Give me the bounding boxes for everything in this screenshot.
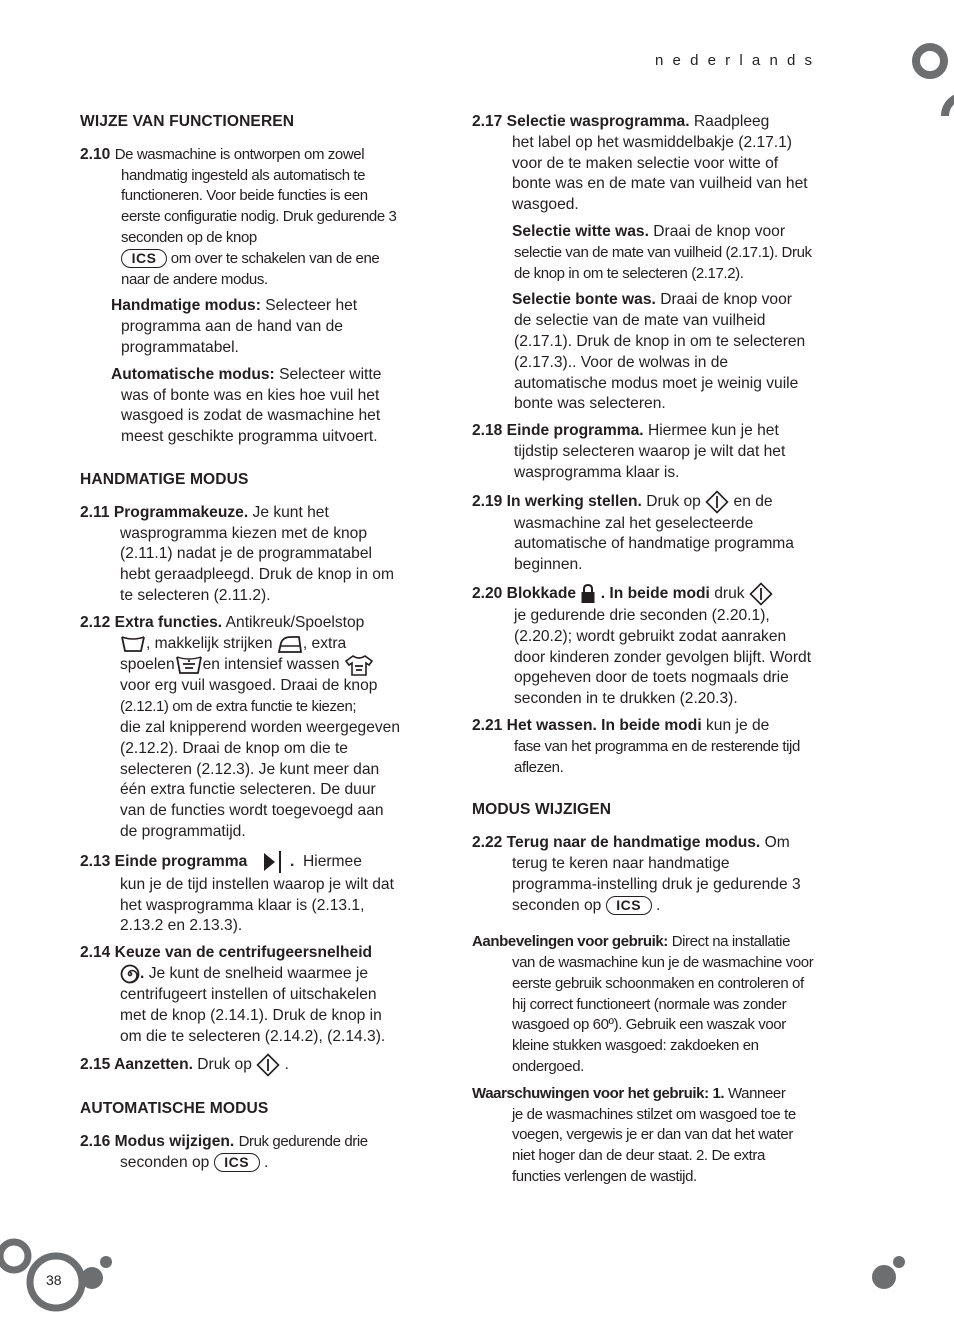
start-icon bbox=[256, 1053, 280, 1077]
section-heading: MODUS WIJZIGEN bbox=[472, 801, 612, 819]
extra-rinse-icon bbox=[175, 655, 203, 675]
item-2-13: 2.13 Einde programma . Hiermee kun je de tijd instellen waarop je wilt dat het wasprogramma klaar is (2.13.1, 2.13.2 en 2.13.3). bbox=[80, 849, 402, 937]
ics-button-icon: ICS bbox=[121, 249, 167, 268]
ics-button-icon: ICS bbox=[606, 896, 652, 915]
item-2-19: 2.19 In werking stellen. Druk op en de wasmachine zal het geselecteerde automatische of handmatige programma beginnen. bbox=[472, 490, 817, 576]
easy-iron-icon bbox=[277, 634, 303, 654]
antikreuk-icon bbox=[120, 635, 146, 653]
decor-top-right bbox=[905, 36, 954, 116]
item-2-15: 2.15 Aanzetten. Druk op . bbox=[80, 1053, 402, 1077]
page-number: 38 bbox=[46, 1272, 62, 1288]
language-header: nederlands bbox=[655, 52, 822, 69]
item-2-18: 2.18 Einde programma. Hiermee kun je het tijdstip selecteren waarop je wilt dat het wasprogramma klaar is. bbox=[472, 422, 786, 481]
start-icon bbox=[705, 490, 729, 514]
ics-button-icon: ICS bbox=[214, 1153, 260, 1172]
decor-bottom-right bbox=[868, 1252, 908, 1292]
manual-mode-para: Handmatige modus: Selecteer het programma aan de hand van de programmatabel. bbox=[111, 297, 358, 356]
item-2-22: 2.22 Terug naar de handmatige modus. Om terug te keren naar handmatige programma-instelling druk je gedurende 3 seconden op ICS . bbox=[472, 834, 801, 914]
item-2-12: 2.12 Extra functies. Antikreuk/Spoelstop , makkelijk strijken , extra spoelen en intensief wassen voor erg vuil wasgoed. Draai de knop (2.12.1) om de extra functie te kiezen; die zal knipperend worden weergegeven (2.12.2). Draai de knop om die te selecteren (2.12.3). Je kunt meer dan één extra functie selecteren. De duur van de functies wordt toegevoegd aan de programmatijd. bbox=[80, 613, 401, 841]
item-2-20: 2.20 Blokkade . In beide modi druk je gedurende drie seconden (2.20.1), (2.20.2); wordt gebruikt zodat aanraken door kinderen zonder gevolgen blijft. Wordt opgeheven door de toets nogmaals drie seconden in te drukken (2.20.3). bbox=[472, 582, 817, 710]
white-wash-para: Selectie witte was. Draai de knop voor selectie van de mate van vuilheid (2.17.1). Druk de knop in om te selecteren (2.17.2). bbox=[512, 222, 812, 282]
item-2-11: 2.11 Programmakeuze. Je kunt het wasprogramma kiezen met de knop (2.11.1) nadat je de programmatabel hebt geraadpleegd. Druk de knop in om te selecteren (2.11.2). bbox=[80, 503, 394, 604]
item-2-14: 2.14 Keuze van de centrifugeersnelheid . Je kunt de snelheid waarmee je centrifugeert instellen of uitschakelen met de knop (2.14.1). Druk de knop in om die te selecteren (2.14.2), (2.14.3). bbox=[80, 944, 386, 1045]
automatic-mode-para: Automatische modus: Selecteer witte was of bonte was en kies hoe vuil het wasgoed is zodat de wasmachine het meest geschikte programma uitvoert. bbox=[111, 365, 382, 446]
section-heading: AUTOMATISCHE MODUS bbox=[80, 1100, 269, 1118]
color-wash-para: Selectie bonte was. Draai de knop voor de selectie van de mate van vuilheid (2.17.1). Druk de knop in om te selecteren (2.17.3).. Voor de wolwas in de automatische modus moet je weinig vuile bonte was selecteren. bbox=[512, 291, 806, 413]
warnings-para: Waarschuwingen voor het gebruik: 1. Wanneer je de wasmachines stilzet om wasgoed toe te voegen, vergewis je er dan van dat het water niet hoger dan de deur staat. 2. De extra functies verlengen de wastijd. bbox=[472, 1084, 796, 1186]
start-icon bbox=[749, 582, 773, 606]
intensive-wash-icon bbox=[344, 654, 374, 676]
item-2-10: 2.10 De wasmachine is ontworpen om zowel handmatig ingesteld als automatisch te functioneren. Voor beide functies is een eerste configuratie nodig. Druk gedurende 3 seconden op de knop ICS om over te schakelen van de ene naar de andere modus. bbox=[80, 145, 397, 288]
end-program-icon bbox=[256, 849, 286, 875]
spin-icon bbox=[120, 964, 140, 984]
left-column bbox=[80, 112, 402, 1180]
section-heading: HANDMATIGE MODUS bbox=[80, 470, 249, 488]
right-column bbox=[472, 112, 817, 1194]
recommendations-para: Aanbevelingen voor gebruik: Direct na installatie van de wasmachine kun je de wasmachine voor eerste gebruik schoonmaken en controleren of hij correct functioneert (normale was zonder wasgoed op 60º). Gebruik een waszak voor kleine stukken wasgoed: zakdoeken en ondergoed. bbox=[472, 933, 814, 1076]
item-2-21: 2.21 Het wassen. In beide modi kun je de fase van het programma en de resterende tijd aflezen. bbox=[472, 716, 800, 776]
lock-icon bbox=[580, 583, 596, 605]
item-2-16: 2.16 Modus wijzigen. Druk gedurende drie seconden op ICS . bbox=[80, 1133, 368, 1171]
item-2-17: 2.17 Selectie wasprogramma. Raadpleeg het label op het wasmiddelbakje (2.17.1) voor de te maken selectie voor witte of bonte was en de mate van vuilheid van het wasgoed. bbox=[472, 113, 808, 214]
section-heading: WIJZE VAN FUNCTIONEREN bbox=[80, 113, 295, 130]
